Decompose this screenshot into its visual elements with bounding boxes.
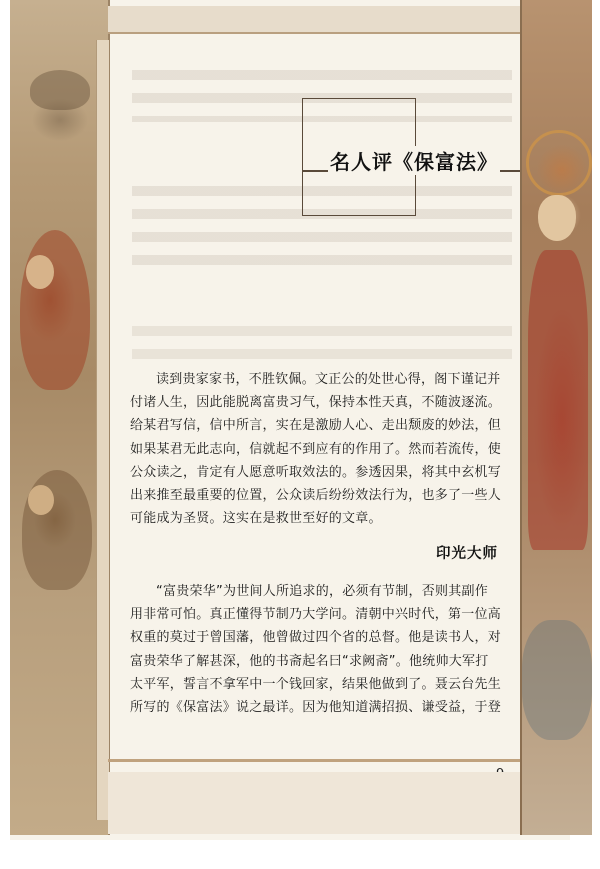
- text-line: 出来推至最重要的位置，公众读后纷纷效法行为，也多了一些人: [130, 488, 502, 504]
- text-line: “富贵荣华”为世间人所追求的，必须有节制，否则其副作: [156, 584, 488, 599]
- seated-buddha-figure: [20, 230, 90, 390]
- text-line: 所写的《保富法》说之最详。因为他知道满招损、谦受益，于登: [130, 700, 502, 716]
- article-title: 名人评《保富法》: [328, 146, 500, 175]
- show-through-text: [132, 318, 512, 364]
- text-line: 公众读之，肯定有人愿意听取效法的。参透因果，将其中玄机写: [130, 464, 502, 480]
- text-line: 太平军，誓言不拿军中一个钱回家，结果他做到了。聂云台先生: [130, 676, 502, 692]
- right-mural-illustration: [520, 0, 592, 835]
- left-mural-illustration: [10, 0, 110, 835]
- text-line: 读到贵家家书，不胜钦佩。文正公的处世心得，阁下谨记并: [156, 372, 501, 387]
- text-line: 用非常可怕。真正懂得节制乃大学问。清朝中兴时代，第一位高: [130, 607, 502, 623]
- text-line: 给某君写信，信中所言，实在是激励人心、走出颓废的妙法，但: [130, 418, 502, 434]
- mural-detail: [30, 70, 90, 110]
- text-line: 可能成为圣贤。这实在是救世至好的文章。: [130, 511, 382, 527]
- halo-ornament: [526, 130, 592, 196]
- buddha-head: [26, 255, 54, 289]
- text-line: 如果某君无此志向，信就起不到应有的作用了。然而若流传，使: [130, 441, 502, 457]
- monk-head: [28, 485, 54, 515]
- top-decorative-band: [108, 6, 520, 34]
- text-line: 富贵荣华了解甚深，他的书斋起名曰“求阙斋”。他统帅大军打: [130, 653, 489, 669]
- text-line: 付诸人生，因此能脱离富贵习气，保持本性天真，不随波逐流。: [130, 395, 502, 411]
- text-line: 权重的莫过于曾国藩，他曾做过四个省的总督。他是读书人，对: [130, 630, 502, 646]
- quote-paragraph: [130, 368, 508, 530]
- bodhisattva-robe: [528, 250, 588, 550]
- bottom-rule: [108, 759, 520, 762]
- scan-margin: [0, 845, 600, 869]
- cloud-ornament: [522, 620, 592, 740]
- bodhisattva-face: [538, 195, 576, 241]
- body-paragraph: [130, 580, 508, 719]
- left-border-strip: [96, 40, 109, 820]
- bottom-decorative-band: [108, 772, 520, 834]
- quote-author: 印光大师: [436, 546, 498, 562]
